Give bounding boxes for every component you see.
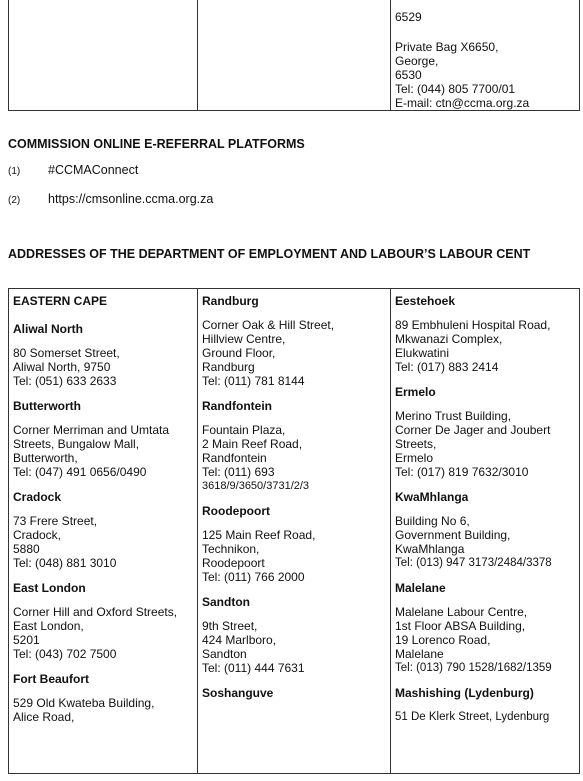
- office-name: Fort Beaufort: [13, 672, 89, 686]
- address-line: Government Building,: [395, 528, 511, 542]
- phone-line: Tel: (044) 805 7700/01: [395, 82, 516, 96]
- address-line: George,: [395, 54, 439, 68]
- table-column-2: [202, 294, 386, 700]
- section-title-labour-centres: ADDRESSES OF THE DEPARTMENT OF EMPLOYMENT AND LABOUR’S LABOUR CENT: [8, 247, 531, 261]
- office-name: Cradock: [13, 490, 62, 504]
- phone-line: Tel: (013) 947 3173/2484/3378: [395, 557, 552, 569]
- list-item: [8, 163, 138, 177]
- office-name: Malelane: [395, 581, 446, 595]
- province-heading: EASTERN CAPE: [13, 294, 108, 308]
- address-line: Technikon,: [202, 542, 260, 556]
- address-line: Private Bag X6650,: [395, 40, 499, 54]
- phone-line: Tel: (017) 819 7632/3010: [395, 465, 529, 479]
- phone-line: Tel: (011) 693: [202, 465, 275, 479]
- office-name: Ermelo: [395, 385, 436, 399]
- phone-line: Tel: (013) 790 1528/1682/1359: [395, 662, 552, 674]
- office-name: Sandton: [202, 595, 250, 609]
- address-line: 125 Main Reef Road,: [202, 528, 316, 542]
- address-line: Fountain Plaza,: [202, 423, 286, 437]
- item-link[interactable]: https://cmsonline.ccma.org.za: [48, 192, 214, 206]
- address-line: 6529: [395, 10, 422, 24]
- phone-line: 3618/9/3650/3731/2/3: [202, 480, 310, 492]
- address-line: Building No 6,: [395, 514, 470, 528]
- item-number: (1): [8, 166, 21, 177]
- address-line: 5201: [13, 633, 40, 647]
- address-line: 73 Frere Street,: [13, 514, 98, 528]
- office-name: East London: [13, 581, 86, 595]
- address-line: Ground Floor,: [202, 346, 276, 360]
- address-line: Alice Road,: [13, 710, 75, 724]
- address-line: Streets, Bungalow Mall,: [13, 437, 140, 451]
- table-column-1: [13, 294, 193, 724]
- address-line: Aliwal North, 9750: [13, 360, 111, 374]
- address-line: East London,: [13, 619, 84, 633]
- office-name: Randfontein: [202, 399, 272, 413]
- address-line: 51 De Klerk Street, Lydenburg: [395, 711, 550, 723]
- office-name: Aliwal North: [13, 322, 84, 336]
- address-line: 2 Main Reef Road,: [202, 437, 303, 451]
- email-line: E-mail: ctn@ccma.org.za: [395, 96, 530, 110]
- address-line: Streets,: [395, 437, 437, 451]
- address-line: 529 Old Kwateba Building,: [13, 696, 155, 710]
- address-line: Malelane Labour Centre,: [395, 605, 528, 619]
- office-name: KwaMhlanga: [395, 490, 469, 504]
- address-line: Corner Merriman and Umtata: [13, 423, 170, 437]
- phone-line: Tel: (011) 781 8144: [202, 374, 305, 388]
- office-name: Butterworth: [13, 399, 81, 413]
- phone-line: Tel: (047) 491 0656/0490: [13, 465, 147, 479]
- phone-line: Tel: (011) 766 2000: [202, 570, 305, 584]
- item-number: (2): [8, 195, 21, 206]
- address-line: Randburg: [202, 360, 255, 374]
- top-table: [8, 0, 580, 111]
- address-line: KwaMhlanga: [395, 542, 465, 556]
- address-line: Ermelo: [395, 451, 434, 465]
- address-line: 9th Street,: [202, 619, 258, 633]
- office-name: Roodepoort: [202, 504, 270, 518]
- address-line: Butterworth,: [13, 451, 78, 465]
- address-line: Corner De Jager and Joubert: [395, 423, 551, 437]
- address-line: Sandton: [202, 647, 247, 661]
- address-line: 6530: [395, 68, 422, 82]
- address-line: Mkwanazi Complex,: [395, 332, 503, 346]
- section-title-e-referral: COMMISSION ONLINE E-REFERRAL PLATFORMS: [8, 137, 305, 151]
- office-name: Eestehoek: [395, 294, 456, 308]
- address-line: Hillview Centre,: [202, 332, 286, 346]
- office-name: Mashishing (Lydenburg): [395, 686, 534, 700]
- item-text: #CCMAConnect: [48, 163, 139, 177]
- phone-line: Tel: (011) 444 7631: [202, 661, 305, 675]
- address-line: Corner Hill and Oxford Streets,: [13, 605, 178, 619]
- address-line: Roodepoort: [202, 556, 265, 570]
- address-line: Malelane: [395, 647, 444, 661]
- phone-line: Tel: (048) 881 3010: [13, 556, 117, 570]
- list-item: [8, 192, 213, 206]
- address-line: Randfontein: [202, 451, 267, 465]
- phone-line: Tel: (051) 633 2633: [13, 374, 117, 388]
- top-table-col3: [395, 10, 529, 110]
- address-line: 5880: [13, 542, 40, 556]
- table-column-3: [395, 294, 579, 724]
- office-name: Soshanguve: [202, 686, 274, 700]
- labour-centres-table: [8, 288, 580, 774]
- address-line: 19 Lorenco Road,: [395, 633, 491, 647]
- address-line: Corner Oak & Hill Street,: [202, 318, 335, 332]
- phone-line: Tel: (043) 702 7500: [13, 647, 117, 661]
- address-line: 89 Embhuleni Hospital Road,: [395, 318, 551, 332]
- address-line: Merino Trust Building,: [395, 409, 512, 423]
- address-line: 80 Somerset Street,: [13, 346, 120, 360]
- address-line: 424 Marlboro,: [202, 633, 277, 647]
- address-line: 1st Floor ABSA Building,: [395, 619, 526, 633]
- office-name: Randburg: [202, 294, 259, 308]
- phone-line: Tel: (017) 883 2414: [395, 360, 499, 374]
- address-line: Elukwatini: [395, 346, 450, 360]
- address-line: Cradock,: [13, 528, 62, 542]
